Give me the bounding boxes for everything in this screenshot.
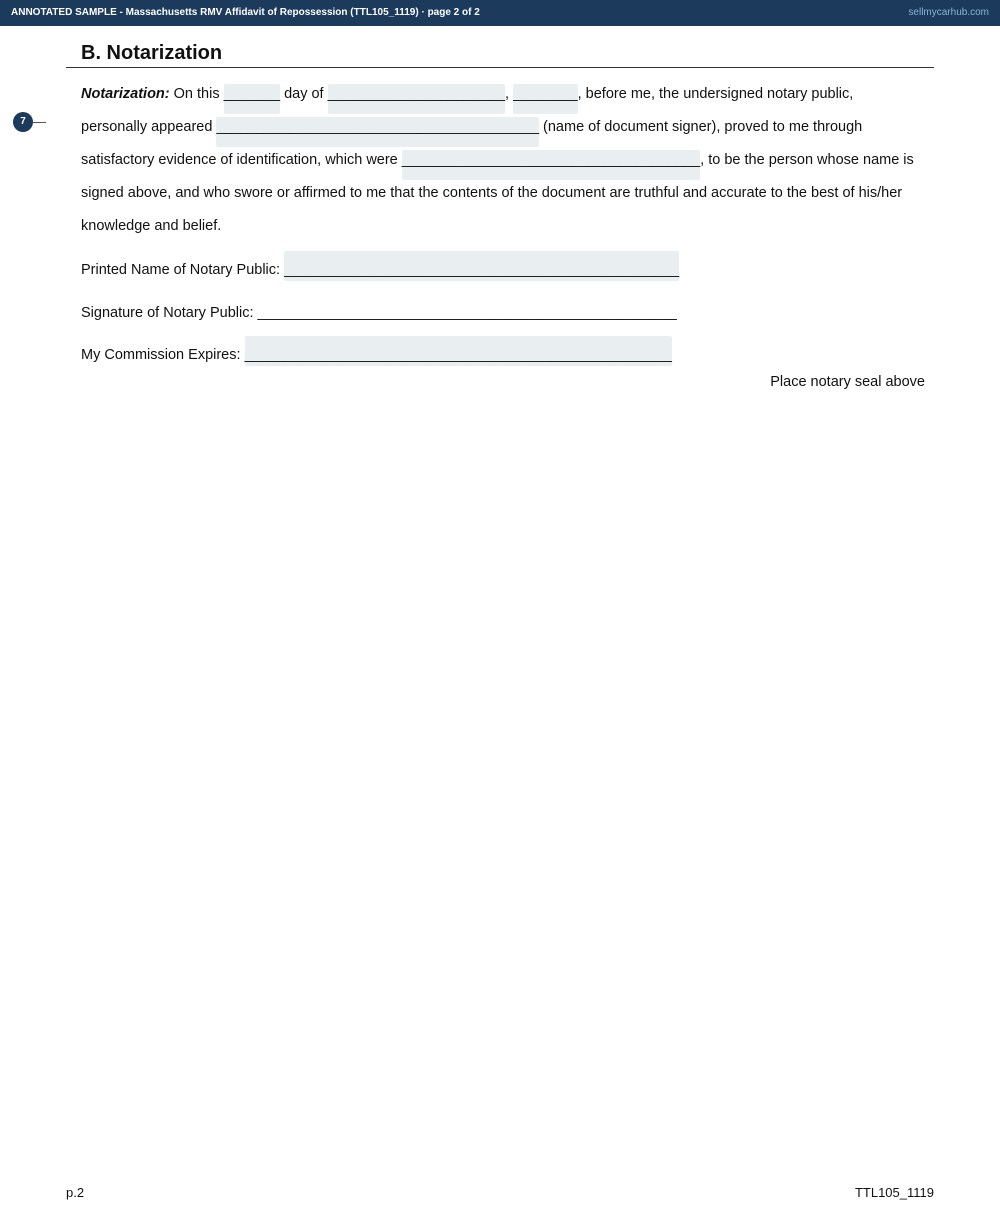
signature-label: Signature of Notary Public: xyxy=(81,305,258,321)
printed-name-label: Printed Name of Notary Public: xyxy=(81,262,285,278)
annotation-marker: 7 xyxy=(13,112,33,132)
paragraph-text: , to be the person whose name is signed above, and who swore or affirmed to me that the contents of the document are truthful and accurate to the best of his/her knowledge and belief. xyxy=(81,152,914,234)
banner-site: sellmycarhub.com xyxy=(908,7,989,18)
annotation-leader-line xyxy=(33,122,46,123)
notarization-lead: Notarization: xyxy=(81,86,170,102)
day-field[interactable]: _______ xyxy=(224,78,280,111)
signature-line[interactable]: ____________________________________________________ xyxy=(257,305,677,321)
commission-label: My Commission Expires: xyxy=(81,347,245,363)
year-field[interactable]: ________ xyxy=(513,78,578,111)
paragraph-text: , xyxy=(505,86,514,102)
seal-note: Place notary seal above xyxy=(770,374,925,390)
signer-name-field[interactable]: ________________________________________ xyxy=(216,111,539,144)
banner-title: ANNOTATED SAMPLE - Massachusetts RMV Affidavit of Repossession (TTL105_1119) · page 2 of 2 xyxy=(11,7,480,18)
paragraph-text: On this xyxy=(169,86,224,102)
commission-row xyxy=(81,347,672,363)
month-field[interactable]: ______________________ xyxy=(328,78,505,111)
section-divider xyxy=(66,67,934,68)
identification-field[interactable]: _____________________________________ xyxy=(402,144,700,177)
commission-expires-field[interactable]: _____________________________________________________ xyxy=(245,347,672,363)
notarization-paragraph xyxy=(81,78,921,243)
form-id: TTL105_1119 xyxy=(854,1185,934,1200)
signature-row xyxy=(81,305,677,321)
paragraph-text: day of xyxy=(280,86,328,102)
document-header-banner xyxy=(0,0,1000,26)
paragraph-text: , before me, the undersigned notary public, personally appeared xyxy=(81,86,854,135)
paragraph-text: (name of document signer), proved to me through satisfactory evidence of identification, which were xyxy=(81,119,863,168)
page-number: p.2 xyxy=(66,1185,85,1200)
printed-name-field[interactable]: _________________________________________________ xyxy=(284,262,679,278)
printed-name-row xyxy=(81,262,679,278)
section-title: B. Notarization xyxy=(81,42,223,64)
